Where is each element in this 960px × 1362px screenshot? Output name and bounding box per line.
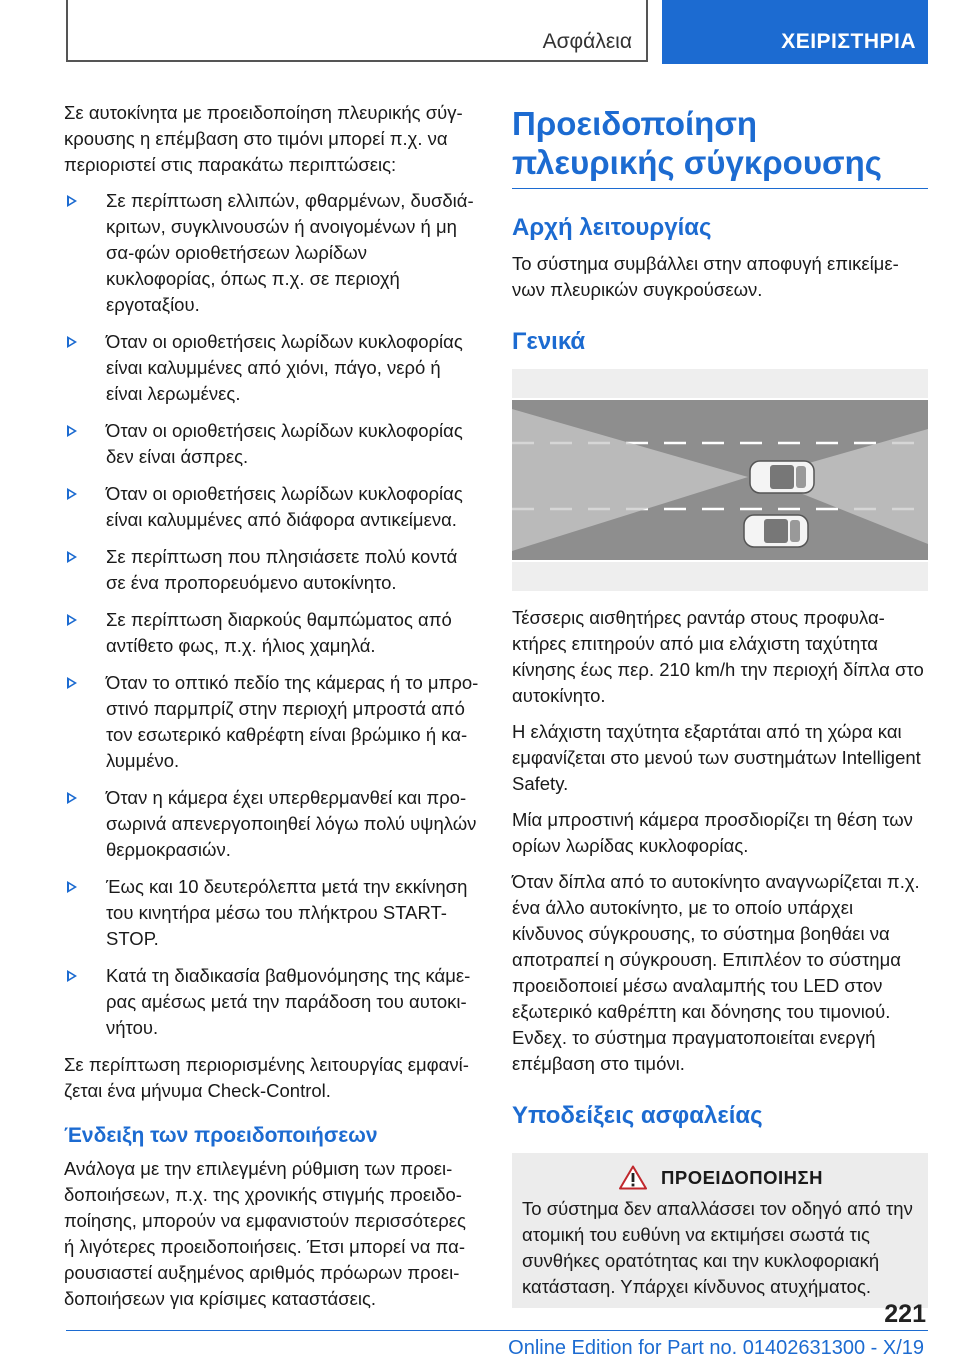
sensors-paragraph: Τέσσερις αισθητήρες ραντάρ στους προφυλα-κτήρες επιτηρούν από μια ελάχιστη ταχύτητα κίνησης έως περ. 210 km/h την περιοχή δίπλα στο αυτοκίνητο. [512,607,924,706]
list-item: Όταν οι οριοθετήσεις λωρίδων κυκλοφορίας είναι καλυμμένες από διάφορα αντικείμενα. [64,481,480,533]
bullet-triangle-icon [67,551,77,563]
intro-paragraph: Σε αυτοκίνητα με προειδοποίηση πλευρικής σύγ-κρουσης η επέμβαση στο τιμόνι μπορεί π.χ. να περιοριστεί στις παρακάτω περιπτώσεις: [64,102,463,175]
warning-box [512,1153,928,1308]
right-column [512,104,928,1308]
list-item: Όταν οι οριοθετήσεις λωρίδων κυκλοφορίας είναι καλυμμένες από χιόνι, πάγο, νερό ή είναι λερωμένες. [64,329,480,407]
list-item: Κατά τη διαδικασία βαθμονόμησης της κάμε-ρας αμέσως μετά την παράδοση του αυτοκι-νήτου. [64,963,480,1041]
warning-triangle-icon [619,1165,647,1190]
warning-title: ΠΡΟΕΙΔΟΠΟΙΗΣΗ [661,1166,823,1188]
camera-paragraph: Μία μπροστινή κάμερα προσδιορίζει τη θέση των ορίων λωρίδας κυκλοφορίας. [512,809,913,856]
list-item: Σε περίπτωση που πλησιάσετε πολύ κοντά σε ένα προπορευόμενο αυτοκίνητο. [64,544,480,596]
chapter-tab: ΧΕΙΡΙΣΤΗΡΙΑ [662,0,928,64]
radar-coverage-diagram [512,369,928,591]
limitations-list [64,188,480,1041]
collision-paragraph: Όταν δίπλα από το αυτοκίνητο αναγνωρίζεται π.χ. ένα άλλο αυτοκίνητο, με το οποίο υπάρχει κίνδυνος σύγκρουσης, το σύστημα βοηθάει να αποτραπεί η σύγκρουση. Επιπλέον το σύστημα προειδοποιεί μέσω αναλαμπής του LED στον εξωτερικό καθρέπτη και δόνησης του τιμονιού. Ενδεχ. το σύστημα πραγματοποιείται ενεργή επέμβαση στο τιμόνι. [512,871,920,1074]
principle-paragraph: Το σύστημα συμβάλλει στην αποφυγή επικείμε-νων πλευρικών συγκρούσεων. [512,253,899,300]
page-header [66,0,928,64]
footer-divider [66,1330,928,1331]
list-item: Έως και 10 δευτερόλεπτα μετά την εκκίνηση του κινητήρα μέσω του πλήκτρου START-STOP. [64,874,480,952]
outro-paragraph: Σε περίπτωση περιορισμένης λειτουργίας εμφανί-ζεται ένα μήνυμα Check-Control. [64,1054,469,1101]
bullet-triangle-icon [67,970,77,982]
list-item: Σε περίπτωση ελλιπών, φθαρμένων, δυσδιά-κριτων, συγκλινουσών ή ανοιγομένων ή μη σα-φών οριοθετήσεων λωρίδων κυκλοφορίας, όπως π.χ. σε περιοχή εργοταξίου. [64,188,480,318]
general-heading: Γενικά [512,328,586,355]
page-title: Προειδοποίηση πλευρικής σύγκρουσης [512,104,928,189]
list-item: Όταν οι οριοθετήσεις λωρίδων κυκλοφορίας δεν είναι άσπρες. [64,418,480,470]
list-item: Όταν το οπτικό πεδίο της κάμερας ή το μπρο-στινό παρμπρίζ στην περιοχή μπροστά από τον εσωτερικό καθρέφτη είναι βρώμικο ή κα-λυμμένο. [64,670,480,774]
footer-edition: Online Edition for Part no. 01402631300 - X/19 [508,1337,924,1359]
bullet-triangle-icon [67,881,77,893]
warnings-display-heading: Ένδειξη των προειδοποιήσεων [64,1124,378,1147]
min-speed-paragraph: Η ελάχιστη ταχύτητα εξαρτάται από τη χώρα και εμφανίζεται στο μενού των συστημάτων Intelligent Safety. [512,721,921,794]
bullet-triangle-icon [67,336,77,348]
list-item: Όταν η κάμερα έχει υπερθερμανθεί και προ-σωρινά απενεργοποιηθεί λόγω πολύ υψηλών θερμοκρασιών. [64,785,480,863]
bullet-triangle-icon [67,425,77,437]
left-column [64,100,480,1322]
section-tab: Ασφάλεια [66,0,648,62]
bullet-triangle-icon [67,677,77,689]
car-icon [750,461,814,493]
radar-illustration [512,369,928,591]
page-number: 221 [884,1300,926,1328]
bullet-triangle-icon [67,195,77,207]
bullet-triangle-icon [67,792,77,804]
bullet-triangle-icon [67,614,77,626]
car-icon [744,515,808,547]
list-item: Σε περίπτωση διαρκούς θαμπώματος από αντίθετο φως, π.χ. ήλιος χαμηλά. [64,607,480,659]
warning-text: Το σύστημα δεν απαλλάσσει τον οδηγό από την ατομική του ευθύνη να εκτιμήσει σωστά τις συνθήκες ορατότητας και την κυκλοφοριακή κατάσταση. Υπάρχει κίνδυνος ατυχήματος. [522,1198,913,1297]
principle-heading: Αρχή λειτουργίας [512,214,712,241]
bullet-triangle-icon [67,488,77,500]
safety-heading: Υποδείξεις ασφαλείας [512,1102,763,1129]
warnings-display-paragraph: Ανάλογα με την επιλεγμένη ρύθμιση των προει-δοποιήσεων, π.χ. της χρονικής στιγμής προειδο-ποίησης, μπορούν να εμφανιστούν περισσότερες ή λιγότερες προειδοποιήσεις. Έτσι μπορεί να πα-ρουσιαστεί αυξημένος αριθμός πρόωρων προει-δοποιήσεων για κρίσιμες καταστάσεις. [64,1158,466,1309]
